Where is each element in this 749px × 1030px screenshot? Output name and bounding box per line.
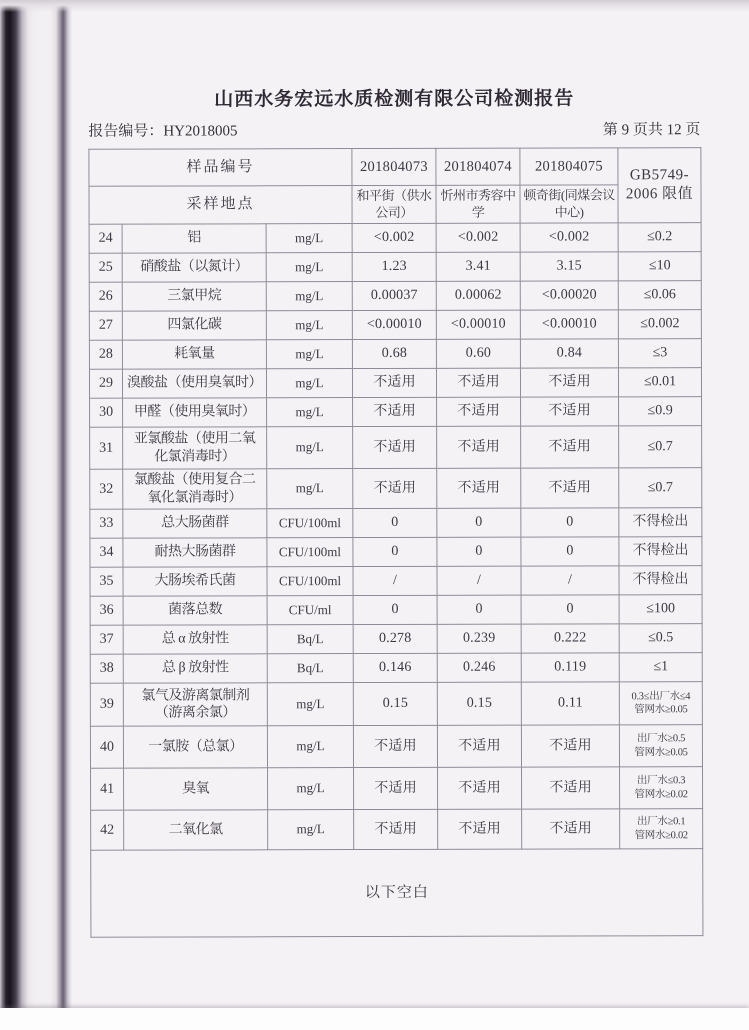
cell-value-3: 0.222 [521,624,619,653]
cell-name: 亚氯酸盐（使用二氧 化氯消毒时） [123,427,267,469]
header-row-location [89,185,701,225]
cell-unit: Bq/L [267,654,353,683]
cell-unit: mg/L [267,398,353,427]
cell-limit: ≤10 [618,252,701,281]
cell-value-2: 0.239 [437,624,521,653]
cell-value-1: <0.002 [352,223,436,252]
sample-id-1: 201804073 [352,148,436,185]
cell-limit: 出厂水≥0.1 管网水≥0.02 [620,809,703,849]
cell-no: 39 [90,683,123,726]
cell-value-2: 不适用 [437,426,521,468]
cell-limit: ≤0.01 [618,368,701,397]
cell-value-1: 不适用 [353,468,437,508]
cell-value-1: 不适用 [354,809,438,849]
cell-value-3: 不适用 [521,468,619,508]
table-row [90,624,702,655]
cell-unit: CFU/100ml [267,538,353,567]
book-binding-edge [0,0,72,1014]
cell-value-2: 0.15 [437,682,521,725]
cell-name: 大肠埃希氏菌 [123,567,267,596]
cell-value-2: 0.00062 [436,281,520,310]
cell-name: 四氯化碳 [122,311,266,340]
cell-limit: 0.3≤出厂水≤4 管网水≥0.05 [619,682,702,725]
cell-value-1: 0 [353,508,437,537]
location-label: 采样地点 [89,186,352,225]
location-3: 顿奇街(同煤会议中心) [520,185,618,223]
table-row [90,595,702,626]
cell-unit: mg/L [267,469,353,509]
cell-value-2: <0.002 [436,223,520,252]
cell-unit: mg/L [266,224,352,253]
blank-footer-row [91,849,703,938]
cell-unit: mg/L [266,369,352,398]
cell-value-2: 不适用 [437,397,521,426]
cell-value-3: 不适用 [521,397,619,426]
cell-limit: 出厂水≤0.3 管网水≥0.02 [620,767,703,809]
cell-value-1: 不适用 [352,368,436,397]
cell-value-2: 不适用 [438,767,522,809]
cell-value-3: 0 [521,595,619,624]
cell-name: 氯酸盐（使用复合二 氧化氯消毒时） [123,469,267,509]
cell-unit: mg/L [267,427,353,469]
cell-value-2: 不适用 [438,809,522,849]
cell-value-2: 不适用 [437,725,521,767]
cell-no: 29 [89,369,122,398]
scan-top-shadow [0,0,749,12]
cell-limit: ≤3 [618,339,701,368]
cell-value-1: 0 [353,537,437,566]
cell-no: 25 [89,253,122,282]
cell-value-1: 0.68 [352,339,436,368]
cell-no: 26 [89,282,122,311]
cell-name: 总 β 放射性 [123,654,267,683]
table-row [91,809,703,851]
cell-name: 铝 [122,224,266,253]
cell-value-2: 不适用 [437,468,521,508]
cell-unit: Bq/L [267,625,353,654]
table-row [90,725,702,769]
cell-unit: CFU/ml [267,596,353,625]
cell-unit: mg/L [266,282,352,311]
cell-unit: mg/L [267,683,353,726]
cell-value-3: 0.84 [520,339,618,368]
cell-name: 臭氧 [124,768,268,810]
cell-no: 42 [91,810,124,850]
cell-name: 甲醛（使用臭氧时） [123,398,267,427]
page-bottom-edge [0,1008,749,1030]
table-row [89,252,701,283]
table-row [90,566,702,597]
cell-value-2: 3.41 [436,252,520,281]
cell-value-1: 0.15 [353,682,437,725]
sample-id-3: 201804075 [520,148,618,185]
cell-value-2: 不适用 [436,368,520,397]
cell-name: 总大肠菌群 [123,509,267,538]
cell-unit: CFU/100ml [267,567,353,596]
cell-unit: mg/L [266,311,352,340]
cell-value-2: 0.246 [437,653,521,682]
cell-limit: ≤0.9 [619,397,702,426]
location-1: 和平街（供水公司） [352,185,436,223]
cell-unit: mg/L [267,726,353,768]
page-indicator: 第 9 页共 12 页 [602,122,701,139]
cell-unit: CFU/100ml [267,509,353,538]
table-row [90,537,702,568]
cell-value-3: <0.002 [520,223,618,252]
cell-value-1: 0 [353,595,437,624]
cell-value-1: <0.00010 [352,310,436,339]
cell-no: 34 [90,538,123,567]
cell-name: 三氯甲烷 [122,282,266,311]
cell-value-3: 3.15 [520,252,618,281]
cell-no: 40 [90,726,123,768]
cell-no: 36 [90,596,123,625]
cell-value-3: 不适用 [521,426,619,468]
cell-value-1: 不适用 [353,725,437,767]
cell-value-3: 不适用 [522,809,620,849]
cell-name: 总 α 放射性 [123,625,267,654]
cell-name: 耐热大肠菌群 [123,538,267,567]
table-row [90,653,702,684]
cell-limit: 不得检出 [619,537,702,566]
cell-value-2: 0 [437,508,521,537]
cell-no: 35 [90,567,123,596]
cell-name: 硝酸盐（以氮计） [122,253,266,282]
location-2: 忻州市秀容中学 [436,185,520,223]
table-row [90,508,702,539]
cell-value-1: 不适用 [353,426,437,468]
cell-value-1: 0.278 [353,624,437,653]
cell-no: 30 [90,398,123,427]
cell-limit: ≤0.7 [619,426,702,468]
cell-no: 31 [90,427,123,469]
cell-value-3: 不适用 [520,368,618,397]
table-row [89,281,701,312]
blank-below-note: 以下空白 [91,849,703,938]
cell-value-1: 不适用 [354,767,438,809]
cell-no: 32 [90,469,123,509]
report-number: 报告编号：HY2018005 [88,123,238,140]
cell-no: 24 [89,224,122,253]
cell-value-3: 0.119 [521,653,619,682]
cell-value-3: 0 [521,537,619,566]
header-row-sample-id [89,148,701,187]
sample-id-label: 样品编号 [89,149,352,187]
sample-id-2: 201804074 [436,148,520,185]
cell-value-3: 0 [521,508,619,537]
cell-limit: ≤0.06 [618,281,701,310]
cell-limit: ≤0.7 [619,468,702,508]
cell-value-2: 0.60 [436,339,520,368]
cell-limit: ≤0.2 [618,223,701,252]
cell-name: 耗氧量 [122,340,266,369]
cell-limit: ≤0.002 [618,310,701,339]
table-row [91,767,703,811]
cell-no: 38 [90,654,123,683]
cell-limit: 不得检出 [619,508,702,537]
results-table [88,147,703,938]
cell-unit: mg/L [266,340,352,369]
report-meta-line [88,118,700,141]
cell-unit: mg/L [266,253,352,282]
table-row [89,339,701,370]
cell-value-2: 0 [437,595,521,624]
cell-unit: mg/L [268,810,354,850]
cell-value-3: <0.00010 [520,310,618,339]
cell-value-3: <0.00020 [520,281,618,310]
cell-name: 二氧化氯 [124,810,268,850]
cell-name: 溴酸盐（使用臭氧时） [122,369,266,398]
cell-no: 28 [89,340,122,369]
cell-unit: mg/L [268,768,354,810]
cell-value-1: / [353,566,437,595]
cell-value-2: 0 [437,537,521,566]
table-row [89,310,701,341]
table-row [90,682,702,727]
cell-value-2: / [437,566,521,595]
cell-value-3: / [521,566,619,595]
cell-value-1: 不适用 [353,397,437,426]
cell-limit: 不得检出 [619,566,702,595]
cell-value-1: 1.23 [352,252,436,281]
cell-value-3: 不适用 [521,725,619,767]
report-title: 山西水务宏远水质检测有限公司检测报告 [214,88,575,111]
cell-limit: ≤0.5 [619,624,702,653]
table-row [90,397,702,428]
cell-value-2: <0.00010 [436,310,520,339]
table-row [89,223,701,254]
cell-no: 33 [90,509,123,538]
table-row [90,426,702,470]
cell-value-3: 不适用 [522,767,620,809]
cell-name: 一氯胺（总氯） [123,726,267,768]
cell-name: 氯气及游离氯制剂 （游离余氯） [123,683,267,726]
cell-name: 菌落总数 [123,596,267,625]
cell-limit: 出厂水≥0.5 管网水≥0.05 [619,725,702,767]
cell-limit: ≤100 [619,595,702,624]
limit-standard-header: GB5749- 2006 限值 [618,148,701,223]
cell-value-1: 0.00037 [352,281,436,310]
cell-value-3: 0.11 [521,682,619,725]
cell-no: 41 [91,768,124,810]
cell-value-1: 0.146 [353,653,437,682]
cell-limit: ≤1 [619,653,702,682]
cell-no: 27 [89,311,122,340]
table-row [90,468,702,510]
cell-no: 37 [90,625,123,654]
table-row [89,368,701,399]
